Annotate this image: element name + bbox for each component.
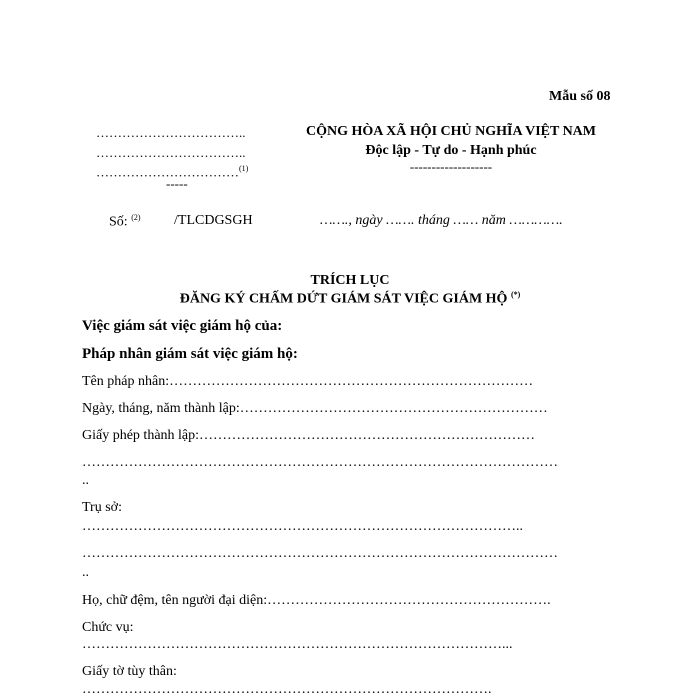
authority-line-3-text: …………………………… xyxy=(96,164,239,180)
id-document-label: Giấy tờ tùy thân: xyxy=(82,664,177,679)
license-continuation: ………………………………………………………………………………………… xyxy=(82,455,558,470)
representative-field: Họ, chữ đệm, tên người đại diện:……………………………………………………. xyxy=(82,593,551,608)
position-label: Chức vụ: xyxy=(82,620,134,635)
position-line: ………………………………………………………………………………... xyxy=(82,637,513,652)
entity-name-field: Tên pháp nhân:…………………………………………………………………… xyxy=(82,374,534,389)
headquarters-label: Trụ sở: xyxy=(82,500,122,515)
headquarters-line-1: ………………………………………………………………………………….. xyxy=(82,519,523,534)
document-title: TRÍCH LỤC xyxy=(310,273,390,288)
form-number: Mẫu số 08 xyxy=(549,89,611,104)
id-document-line: ……………………………………………………………………………. xyxy=(82,682,492,697)
document-code: /TLCDGSGH xyxy=(174,213,253,228)
national-motto: Độc lập - Tự do - Hạnh phúc xyxy=(365,143,537,158)
number-label-text: Số: xyxy=(109,214,128,230)
headquarters-continuation: .. xyxy=(82,565,89,580)
authority-line-1: …………………………….. xyxy=(96,125,246,140)
heading-supervision-of: Việc giám sát việc giám hộ của: xyxy=(82,318,283,334)
founding-date-field: Ngày, tháng, năm thành lập:………………………………………………………… xyxy=(82,401,548,416)
national-separator: ------------------- xyxy=(409,159,493,174)
headquarters-line-2: ………………………………………………………………………………………… xyxy=(82,546,558,561)
footnote-marker-2: (2) xyxy=(131,213,141,222)
license-field: Giấy phép thành lập:……………………………………………………………… xyxy=(82,428,536,443)
national-title: CỘNG HÒA XÃ HỘI CHỦ NGHĨA VIỆT NAM xyxy=(305,124,596,139)
footnote-marker-1: (1) xyxy=(239,164,249,173)
license-continuation-2: .. xyxy=(82,473,89,488)
authority-separator: ----- xyxy=(166,176,188,191)
issue-date: ……., ngày ……. tháng …… năm …………. xyxy=(320,213,563,228)
authority-line-2: …………………………….. xyxy=(96,145,246,160)
document-subtitle-text: ĐĂNG KÝ CHẤM DỨT GIÁM SÁT VIỆC GIÁM HỘ xyxy=(179,291,508,307)
number-label xyxy=(109,213,141,231)
document-subtitle xyxy=(0,290,700,308)
footnote-marker-star: (*) xyxy=(510,290,521,299)
heading-legal-entity: Pháp nhân giám sát việc giám hộ: xyxy=(82,346,298,362)
